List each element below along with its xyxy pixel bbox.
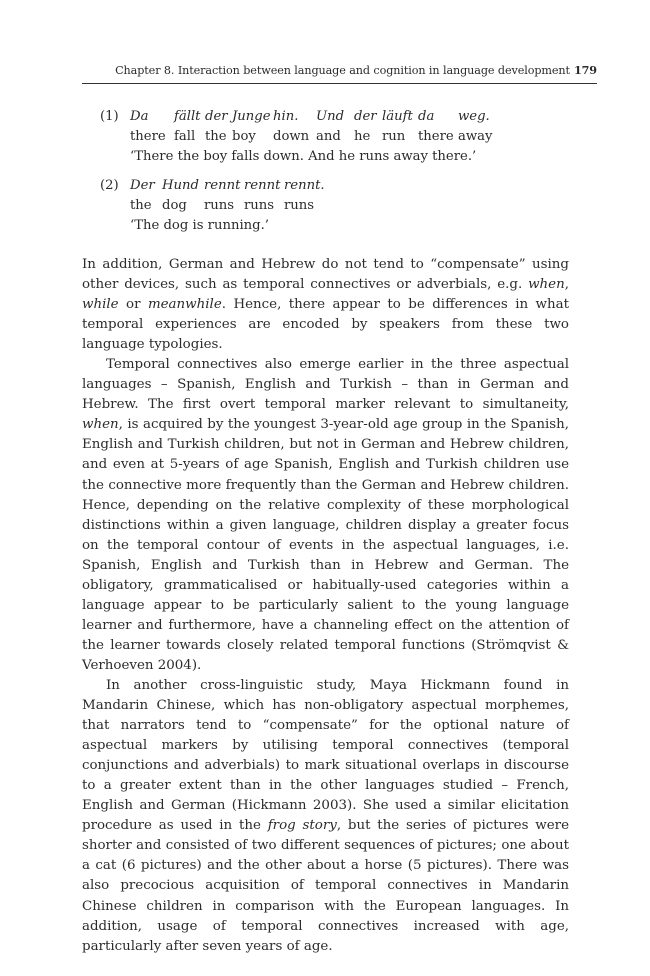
source-word: Und: [316, 109, 345, 124]
paragraph-3: [82, 676, 569, 957]
source-word: Der: [130, 178, 155, 193]
source-word: rennt: [244, 178, 281, 193]
italic-term: when: [82, 417, 119, 433]
running-header: [82, 63, 597, 77]
source-word: läuft: [382, 109, 413, 124]
gloss-word: and: [316, 129, 341, 144]
gloss-word: runs: [244, 198, 275, 213]
text-run: Temporal connectives also emerge earlier in the three aspectual languages – Spanish, English and Turkish – than in German and Hebrew. The first overt temporal marker relevant to simultaneity,: [82, 357, 569, 413]
source-word: hin.: [273, 109, 299, 124]
paragraph-2: [82, 355, 569, 676]
text-run: or: [118, 297, 148, 313]
gloss-word: fall: [174, 129, 196, 144]
gloss-word: away: [458, 129, 493, 144]
gloss-word: runs: [284, 198, 315, 213]
example-number: (2): [100, 178, 119, 193]
example-1: [100, 107, 520, 169]
translation-line: ‘There the boy falls down. And he runs away there.’: [130, 149, 477, 164]
gloss-word: runs: [204, 198, 235, 213]
gloss-word: dog: [162, 198, 187, 213]
example-2: [100, 176, 520, 238]
translation-line: ‘The dog is running.’: [130, 218, 269, 233]
text-run: ,: [564, 277, 569, 293]
gloss-word: boy: [232, 129, 256, 144]
text-run: , is acquired by the youngest 3-year-old age group in the Spanish, English and Turkish children, but not in German and Hebrew children, and even at 5-years of age Spanish, English and Turkish children use the connective more frequently than the German and Hebrew children. Hence, depending on the relative complexity of these morphological distinctions within a given language, children display a greater focus on the temporal contour of events in the aspectual languages, i.e. Spanish, English and Turkish than in Hebrew and German. The obligatory, grammaticalised or habitually-used categories within a language appear to be particularly salient to the young language learner and furthermore, have a channeling effect on the attention of the learner towards closely related temporal functions (Strömqvist & Verhoeven 2004).: [82, 417, 569, 673]
source-word: Hund: [162, 178, 199, 193]
text-run: In addition, German and Hebrew do not tend to “compensate” using other devices, such as temporal connectives or adverbials, e.g.: [82, 257, 569, 293]
source-word: da: [418, 109, 435, 124]
gloss-word: there: [130, 129, 166, 144]
source-word: rennt: [204, 178, 241, 193]
text-run: , but the series of pictures were shorter and consisted of two different sequences of pictures; one about a cat (6 pictures) and the other about a horse (5 pictures). There was also precocious acquisition of temporal connectives in Mandarin Chinese children in comparison with the European languages. In addition, usage of temporal connectives increased with age, particularly after seven years of age.: [82, 818, 569, 954]
gloss-word: he: [354, 129, 371, 144]
page-number: 179: [573, 63, 597, 77]
gloss-word: the: [130, 198, 152, 213]
italic-term: frog story: [267, 818, 337, 834]
paragraph-1: [82, 255, 569, 355]
gloss-word: down: [273, 129, 310, 144]
source-word: fällt: [174, 109, 201, 124]
italic-term: while: [82, 297, 119, 313]
source-word: der: [205, 109, 228, 124]
example-number: (1): [100, 109, 119, 124]
italic-term: when: [528, 277, 565, 293]
source-word: weg.: [458, 109, 490, 124]
italic-term: meanwhile: [147, 297, 222, 313]
gloss-word: there: [418, 129, 454, 144]
source-word: Da: [130, 109, 149, 124]
source-word: rennt.: [284, 178, 325, 193]
text-run: . Hence, there appear to be differences in what temporal experiences are encoded by speakers from these two language typologies.: [82, 297, 569, 353]
header-rule: [82, 83, 597, 84]
body-text: [82, 255, 569, 957]
gloss-word: run: [382, 129, 406, 144]
source-word: Junge: [232, 109, 271, 124]
running-title: Chapter 8. Interaction between language and cognition in language development: [115, 64, 570, 77]
text-run: In another cross-linguistic study, Maya Hickmann found in Mandarin Chinese, which has non-obligatory aspectual morphemes, that narrators tend to “compensate” for the optional nature of aspectual markers by utilising temporal connectives (temporal conjunctions and adverbials) to mark situational overlaps in discourse to a greater extent than in the other languages studied – French, English and German (Hickmann 2003). She used a similar elicitation procedure as used in the: [82, 677, 569, 834]
source-word: der: [354, 109, 377, 124]
gloss-word: the: [205, 129, 227, 144]
